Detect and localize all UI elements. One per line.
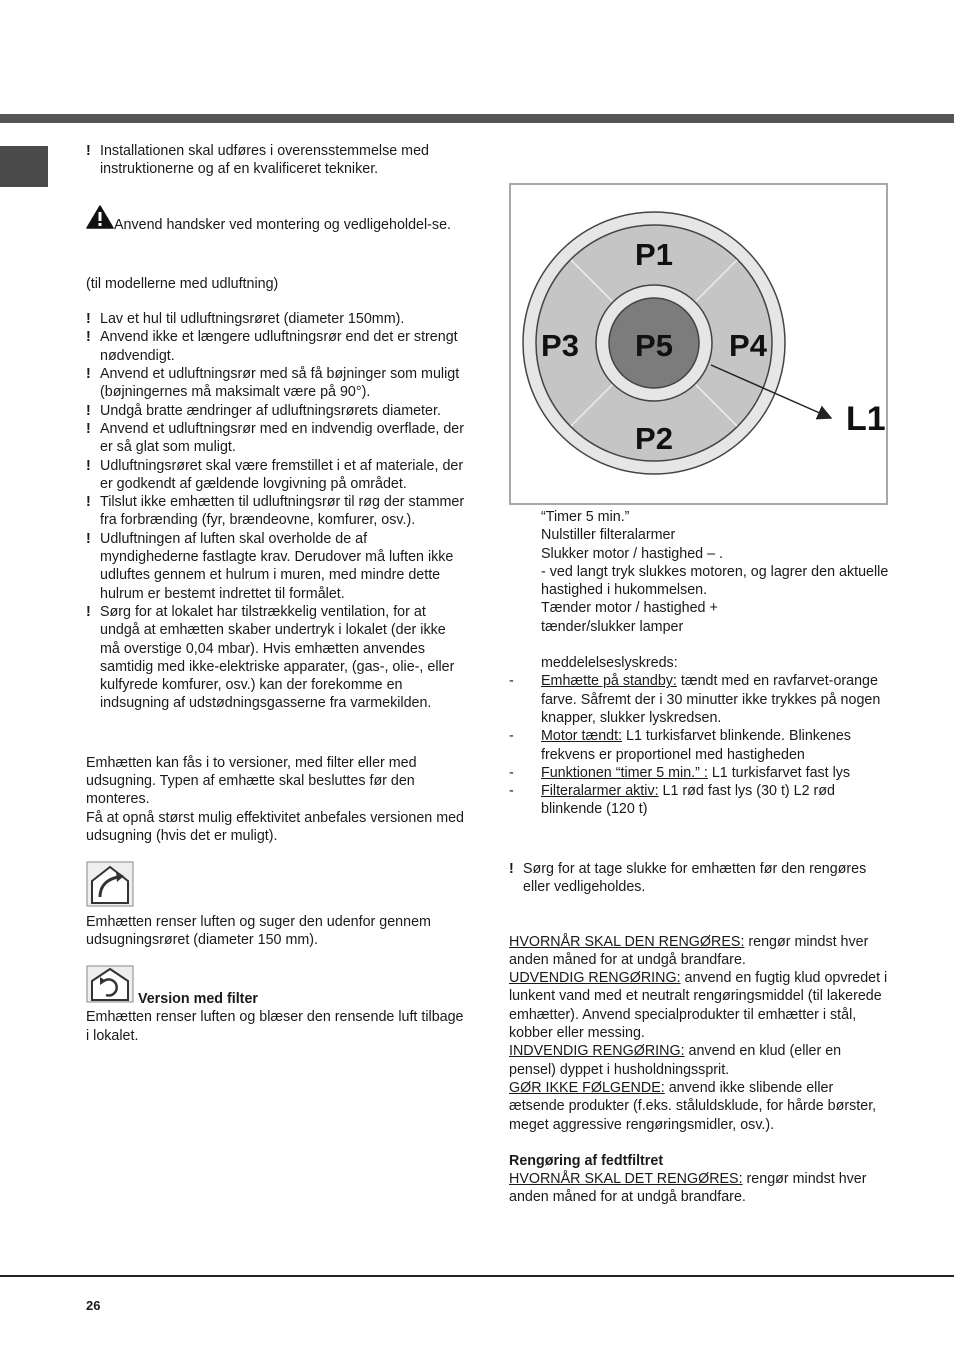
- versions-text: Emhætten kan fås i to versioner, med filter eller med udsugning. Typen af emhætte skal besluttes før den monteres.: [86, 754, 417, 808]
- list-item: Nulstiller filteralarmer: [541, 527, 676, 544]
- exhaust-text: Emhætten renser luften og suger den udenfor gennem udsugningsrøret (diameter 150 mm).: [86, 913, 431, 948]
- filter-text: Emhætten renser luften og blæser den rensende luft tilbage i lokalet.: [86, 1009, 464, 1044]
- list-item: UDVENDIG RENGØRING: anvend en fugtig klud opvredet i lunkent vand med et neutralt rengøringsmiddel (til lakerede emhætter). Anvend specialprodukter til emhætter i stål, kobber eller messing.: [509, 970, 888, 1042]
- page-number: 26: [86, 1298, 101, 1313]
- left-column: [86, 142, 466, 1045]
- header-bar: [0, 114, 954, 123]
- led-l1-label: L1: [846, 400, 886, 438]
- models-note: (til modellerne med udluftning): [86, 275, 279, 292]
- list-item: ! Tilslut ikke emhætten til udluftningsrør til røg der stammer fra forbrænding (fyr, brændeovne, komfurer, osv.).: [86, 494, 465, 529]
- list-item: ! Sørg for at lokalet har tilstrækkelig ventilation, for at undgå at emhætten skaber undertryk i lokalet (der ikke må overstige 0,04 mbar). Hvis emhætten anvendes samtidig med ikke-elektriske apparater, (gas-, olie-, eller kulfyrede komfurer, osv.) kan der forekomme en indsugning af udstødningsgasserne fra varmekilden.: [86, 603, 455, 712]
- list-item: - Filteralarmer aktiv: L1 rød fast lys (30 t) L2 rød blinkende (120 t): [509, 783, 835, 818]
- list-item: tænder/slukker lamper: [541, 618, 684, 635]
- filter-version-icon: [86, 965, 134, 1008]
- list-item: ! Lav et hul til udluftningsrøret (diameter 150mm).: [86, 311, 405, 328]
- list-item: ! Anvend et udluftningsrør med så få bøjninger som muligt (bøjningernes må maksimalt være på 90°).: [86, 366, 460, 401]
- control-panel-diagram: [509, 183, 888, 505]
- gloves-note: Anvend handsker ved montering og vedligeholdel-se.: [86, 205, 466, 234]
- vent-bullet-list: [86, 310, 466, 713]
- versions-text-2: Få at opnå størst mulig effektivitet anbefales versionen med udsugning (hvis det er muligt).: [86, 809, 465, 844]
- button-p5: P5: [635, 328, 673, 363]
- filter-version-title: Version med filter: [137, 991, 258, 1008]
- list-item: GØR IKKE FØLGENDE: anvend ikke slibende eller ætsende produkter (f.eks. ståluldsklude, for hårde børster, meget aggressive rengøringsmidler, osv.).: [509, 1079, 877, 1133]
- list-item: INDVENDIG RENGØRING: anvend en klud (eller en pensel) dyppet i husholdningssprit.: [509, 1043, 842, 1078]
- list-item: HVORNÅR SKAL DEN RENGØRES: rengør mindst hver anden måned for at undgå brandfare.: [509, 933, 869, 968]
- list-item: - ved langt tryk slukkes motoren, og lagrer den aktuelle hastighed i hukommelsen.: [541, 563, 889, 599]
- list-item: ! Udluftningsrøret skal være fremstillet i et af materiale, der er godkendt af gældende lovgivning på området.: [86, 457, 464, 492]
- footer-line: [0, 1275, 954, 1277]
- button-p3: P3: [541, 328, 579, 363]
- list-item: - Motor tændt: L1 turkisfarvet blinkende. Blinkenes frekvens er proportionel med hastigheden: [509, 728, 851, 763]
- led-intro: meddelelseslyskreds:: [541, 655, 678, 672]
- list-item: Tænder motor / hastighed +: [541, 600, 718, 617]
- warning-icon: [86, 205, 114, 234]
- list-item: ! Undgå bratte ændringer af udluftningsrørets diameter.: [86, 402, 441, 419]
- list-item: ! Anvend ikke et længere udluftningsrør end det er strengt nødvendigt.: [86, 329, 458, 364]
- filter-clean-title: Rengøring af fedtfiltret: [509, 1152, 664, 1169]
- language-tab: [0, 146, 48, 187]
- install-note: ! Installationen skal udføres i overensstemmelse med instruktionerne og af en kvalificeret tekniker.: [86, 143, 429, 178]
- maintenance-section: [509, 860, 889, 1207]
- list-item: - Funktionen “timer 5 min.” : L1 turkisfarvet fast lys: [509, 764, 851, 781]
- filter-clean-text: HVORNÅR SKAL DET RENGØRES: rengør mindst hver anden måned for at undgå brandfare.: [509, 1171, 867, 1206]
- maintenance-note: ! Sørg for at tage slukke for emhætten før den rengøres eller vedligeholdes.: [509, 861, 867, 896]
- list-item: ! Udluftningen af luften skal overholde de af myndighederne fastlagte krav. Derudover må luften ikke udluftes gennem et hulrum i muren, med mindre dette hulrum er bestemt indrettet til formålet.: [86, 530, 454, 602]
- list-item: “Timer 5 min.”: [541, 509, 630, 525]
- controls-description: [509, 508, 889, 819]
- list-item: - Emhætte på standby: tændt med en ravfarvet-orange farve. Såfremt der i 30 minutter ikke trykkes på nogen knapper, slukker lyskredsen.: [509, 673, 881, 726]
- button-p2: P2: [635, 421, 673, 456]
- exhaust-version-icon: [86, 861, 466, 912]
- cleaning-instructions: [509, 933, 889, 1134]
- list-item: Slukker motor / hastighed – .: [541, 545, 723, 562]
- button-p4: P4: [729, 328, 767, 363]
- list-item: ! Anvend et udluftningsrør med en indvendig overflade, der er så glat som muligt.: [86, 420, 464, 456]
- filter-version-row: [86, 965, 466, 1008]
- button-p1: P1: [635, 237, 673, 272]
